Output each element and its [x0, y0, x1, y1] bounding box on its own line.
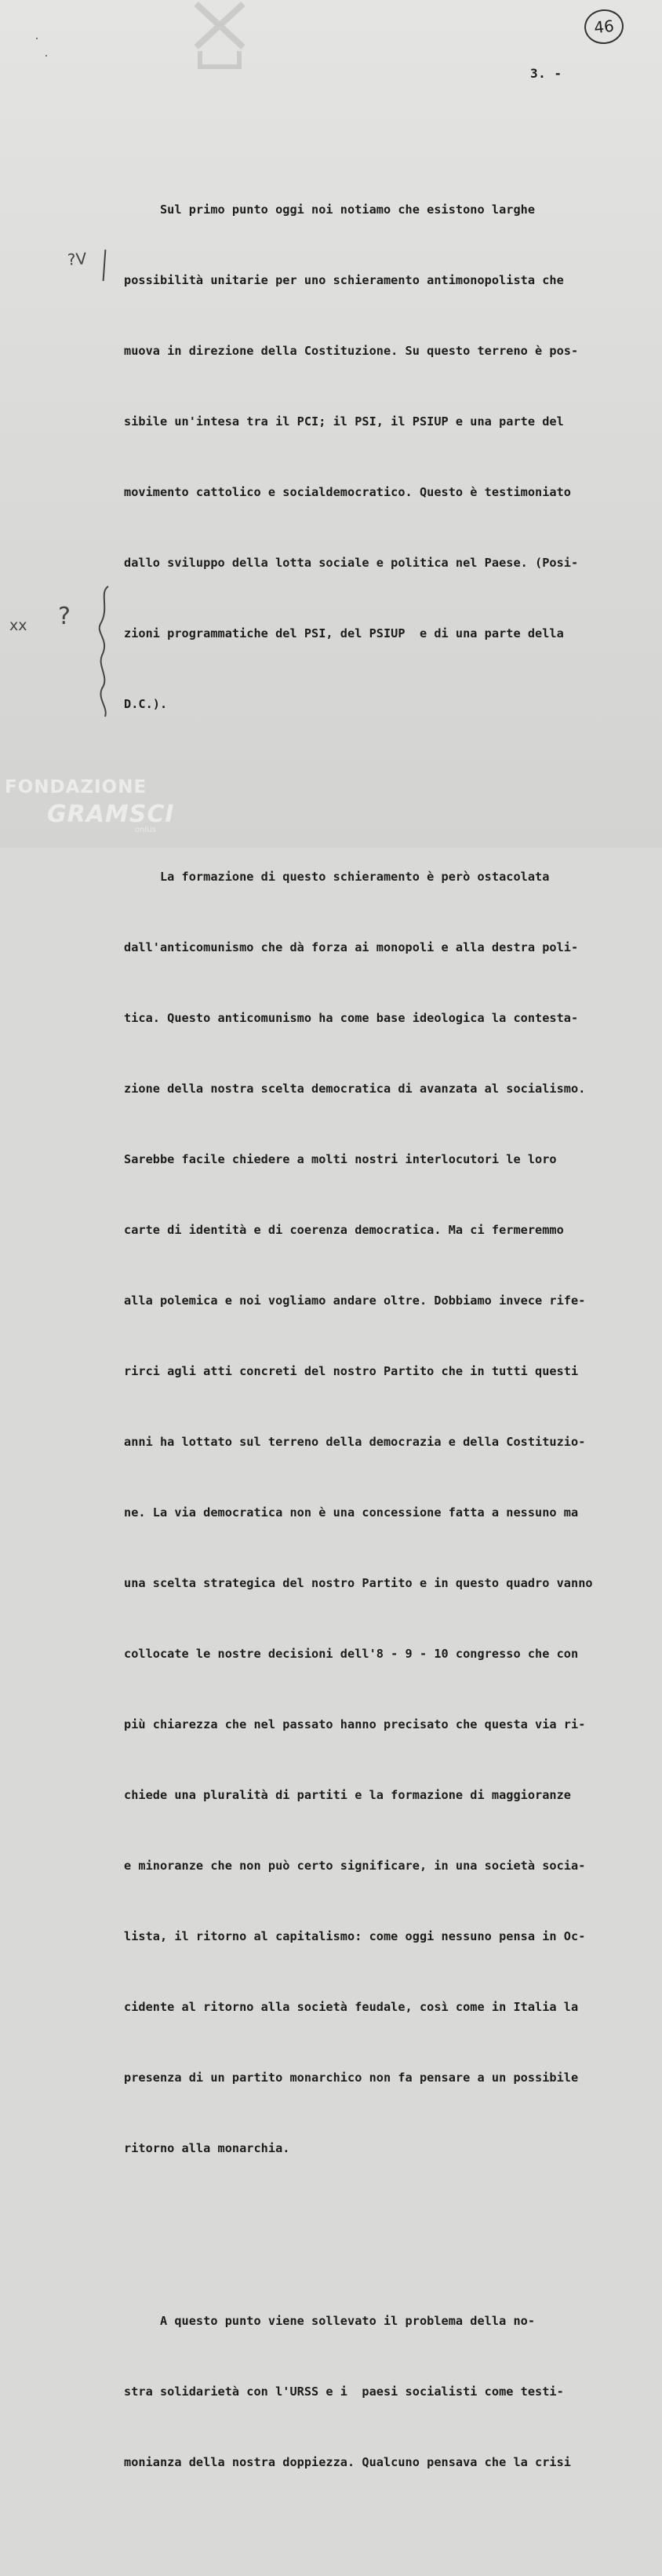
- text-line: zioni programmatiche del PSI, del PSIUP e di una parte della: [124, 626, 564, 640]
- text-line: muova in direzione della Costituzione. Su questo terreno è pos-: [124, 344, 579, 358]
- text-line: ne. La via democratica non è una concessione fatta a nessuno ma: [124, 1505, 579, 1520]
- text-line: sibile un'intesa tra il PCI; il PSI, il PSIUP e una parte del: [124, 414, 564, 429]
- handwritten-brace-icon: [93, 585, 116, 718]
- text-line: lista, il ritorno al capitalismo: come oggi nessuno pensa in Oc-: [124, 1929, 586, 1943]
- paragraph-2: [124, 818, 642, 2207]
- text-line: dall'anticomunismo che dà forza ai monopoli e alla destra poli-: [124, 940, 579, 954]
- text-line: possibilità unitarie per uno schieramento antimonopolista che: [124, 273, 564, 287]
- speck: [36, 38, 38, 39]
- text-line: tica. Questo anticomunismo ha come base ideologica la contesta-: [124, 1011, 579, 1025]
- text-line: zione della nostra scelta democratica di avanzata al socialismo.: [124, 1082, 586, 1096]
- text-line: dallo sviluppo della lotta sociale e politica nel Paese. (Posi-: [124, 556, 579, 570]
- text-line: anni ha lottato sul terreno della democrazia e della Costituzio-: [124, 1435, 586, 1449]
- handwritten-page-number: 46: [583, 8, 625, 46]
- text-line: Sul primo punto oggi noi notiamo che esistono larghe: [124, 203, 536, 217]
- text-line: Sarebbe facile chiedere a molti nostri interlocutori le loro: [124, 1152, 557, 1166]
- page-header: 3. -: [530, 66, 562, 81]
- body-text: [124, 104, 642, 2576]
- text-line: presenza di un partito monarchico non fa pensare a un possibile: [124, 2071, 579, 2085]
- text-line: ritorno alla monarchia.: [124, 2141, 290, 2155]
- handwritten-question-mark: ?: [58, 603, 71, 630]
- speck: [45, 55, 47, 57]
- text-line: monianza della nostra doppiezza. Qualcuno pensava che la crisi: [124, 2455, 572, 2469]
- text-line: e minoranze che non può certo significare, in una società socia-: [124, 1859, 586, 1873]
- text-line: alla polemica e noi vogliamo andare oltre. Dobbiamo invece rife-: [124, 1293, 586, 1308]
- watermark-emblem-icon: [188, 0, 251, 71]
- text-line: collocate le nostre decisioni dell'8 - 9 - 10 congresso che con: [124, 1647, 579, 1661]
- text-line: più chiarezza che nel passato hanno precisato che questa via ri-: [124, 1717, 586, 1731]
- handwritten-margin-note: ?V: [67, 249, 88, 269]
- watermark-logo-sub: onlus: [135, 826, 156, 834]
- handwritten-margin-line: [103, 250, 107, 281]
- text-line: movimento cattolico e socialdemocratico. Questo è testimoniato: [124, 485, 572, 499]
- handwritten-margin-note: xx: [9, 617, 27, 634]
- watermark-logo-line-2: GRAMSCI: [47, 801, 175, 828]
- paragraph-3: [124, 2262, 642, 2521]
- text-line: carte di identità e di coerenza democratica. Ma ci fermeremmo: [124, 1223, 564, 1237]
- watermark-logo-line-1: FONDAZIONE: [5, 777, 147, 797]
- text-line: chiede una pluralità di partiti e la formazione di maggioranze: [124, 1788, 572, 1802]
- text-line: D.C.).: [124, 697, 168, 711]
- text-line: una scelta strategica del nostro Partito e in questo quadro vanno: [124, 1576, 593, 1590]
- text-line: A questo punto viene sollevato il problema della no-: [124, 2314, 536, 2328]
- paragraph-1: [124, 151, 642, 763]
- text-line: stra solidarietà con l'URSS e i paesi socialisti come testi-: [124, 2384, 564, 2399]
- text-line: rirci agli atti concreti del nostro Partito che in tutti questi: [124, 1364, 579, 1378]
- text-line: La formazione di questo schieramento è però ostacolata: [124, 870, 550, 884]
- text-line: cidente al ritorno alla società feudale, così come in Italia la: [124, 2000, 579, 2014]
